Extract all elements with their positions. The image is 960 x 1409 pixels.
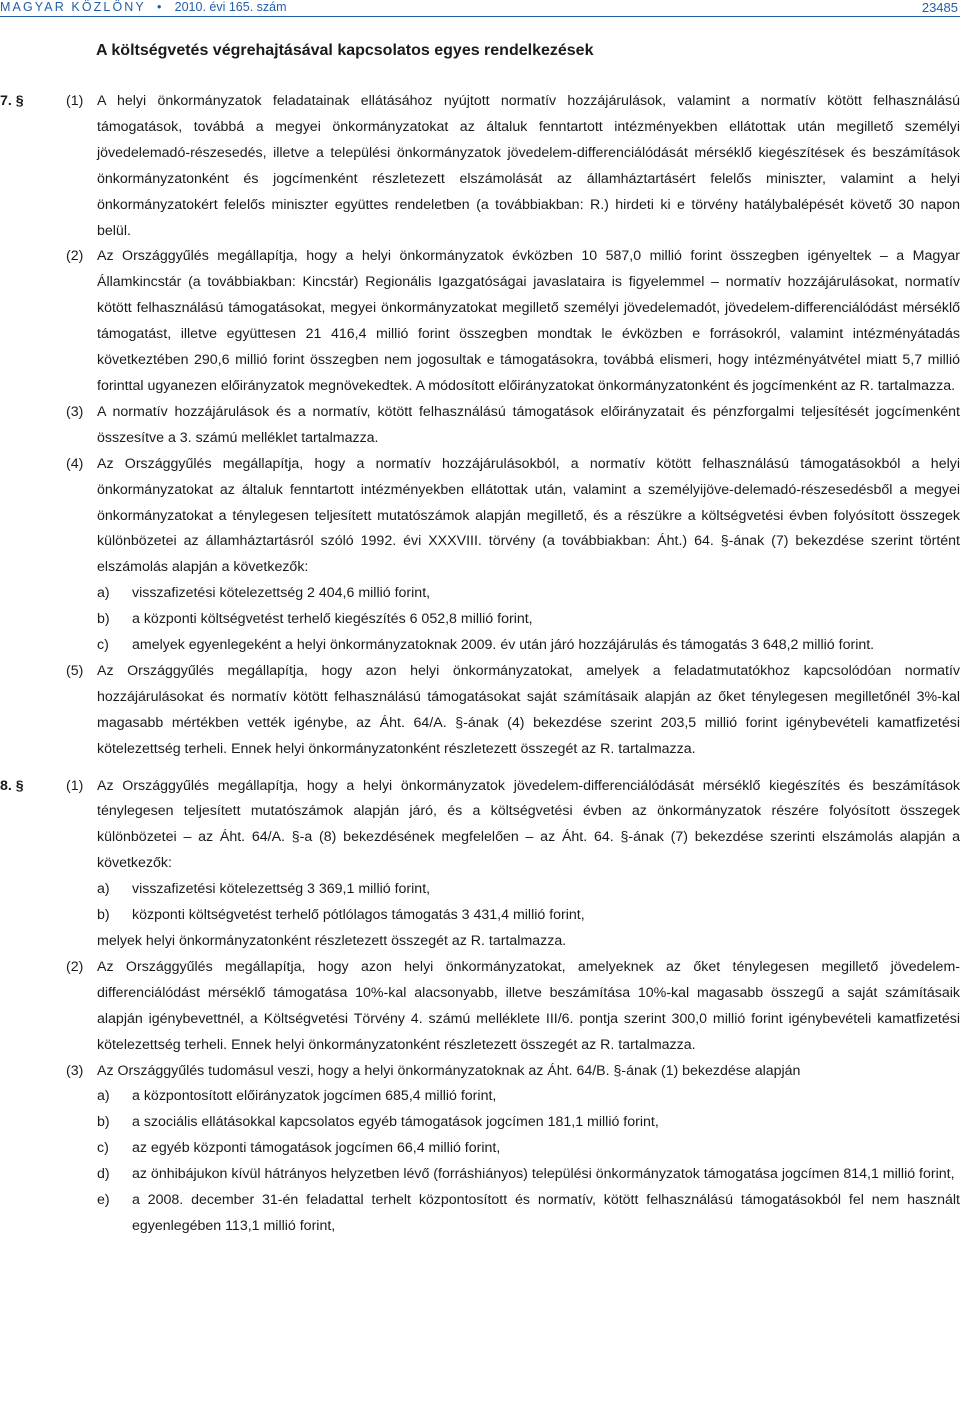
section-number: 7. § <box>0 93 24 109</box>
list-item <box>97 1110 960 1136</box>
paragraph-number: (3) <box>66 403 84 420</box>
paragraph-text: Az Országgyűlés megállapítja, hogy a normatív hozzájárulásokból, a normatív kötött felhasználású támogatásokból a helyi önkormányzatokat az általuk fenntartott intézményekben ellátottak után, valamint a személyijöve-delemadó-részesedésből a megyei önkormányzatokat a ténylegesen teljesített mutatószámok alapján megillető, és a részükre a költségvetési évben folyósított összegek különbözetei az államháztartásról szóló 1992. évi XXXVIII. törvény (a továbbiakban: Áht.) 64. §-ának (7) bekezdése szerint történt elszámolás alapján a következők: <box>97 455 960 576</box>
list-item-label: a) <box>97 881 110 898</box>
list-item-label: c) <box>97 637 109 654</box>
paragraph-text: Az Országgyűlés megállapítja, hogy a helyi önkormányzatok jövedelem-differenciálódását mérséklő kiegészítés és beszámítások ténylegesen teljesített mutatószámok alapján járó, és a költségvetési évben az önkormányzatok részére folyósított összegek különbözetei – az Áht. 64/A. §-a (8) bekezdésének megfelelően – az Áht. 64. §-ának (7) bekezdése szerinti elszámolás alapján a következők: <box>97 777 960 872</box>
paragraph <box>0 774 960 955</box>
paragraph-text: Az Országgyűlés megállapítja, hogy azon helyi önkormányzatokat, amelyek a feladatmutatókhoz kapcsolódóan normatív hozzájárulásokat és normatív kötött felhasználású támogatásokat saját számításaik alapján az őket ténylegesen megilletőnél 3%-kal magasabb mértékben vették igénybe, az Áht. 64/A. §-ának (4) bekezdése szerint 203,5 millió forint igénybevételi kamatfizetési kötelezettség terheli. Ennek helyi önkormányzatonként részletezett összegét az R. tartalmazza. <box>97 662 960 757</box>
paragraph-number: (3) <box>66 1062 84 1079</box>
list-item-text: visszafizetési kötelezettség 3 369,1 millió forint, <box>132 881 431 898</box>
paragraph <box>0 452 960 659</box>
publication-name: MAGYAR KÖZLÖNY <box>0 0 146 14</box>
list-item-label: a) <box>97 1088 110 1105</box>
section <box>0 89 960 763</box>
paragraph-text: A normatív hozzájárulások és a normatív, kötött felhasználású támogatások előirányzatait és pénzforgalmi teljesítését jogcímenként összesítve a 3. számú melléklet tartalmazza. <box>97 403 960 446</box>
paragraph-number: (2) <box>66 958 84 975</box>
section-number: 8. § <box>0 777 24 794</box>
list-item <box>97 1084 960 1110</box>
paragraph-number: (4) <box>66 455 84 472</box>
section-title: A költségvetés végrehajtásával kapcsolatos egyes rendelkezések <box>96 42 594 59</box>
paragraph-text: Az Országgyűlés megállapítja, hogy azon helyi önkormányzatokat, amelyeknek az őket ténylegesen megillető jövedelem-differenciálódást mérséklő támogatása 10%-kal alacsonyabb, illetve beszámítása 10%-kal magasabb összegű a saját számításaik alapján igénybevettnél, a Költségvetési Törvény 4. számú melléklete III/6. pontja szerint 300,0 millió forint igénybevételi kamatfizetési kötelezettség terheli. Ennek helyi önkormányzatonként részletezett összegét az R. tartalmazza. <box>97 958 960 1053</box>
list-item <box>97 607 960 633</box>
list-item-text: amelyek egyenlegeként a helyi önkormányzatoknak 2009. év után járó hozzájárulás és támogatás 3 648,2 millió forint. <box>132 637 875 654</box>
page-header <box>0 0 960 22</box>
paragraph <box>0 1059 960 1240</box>
list-item <box>97 1136 960 1162</box>
list-item <box>97 903 960 929</box>
document-body <box>0 89 960 1240</box>
paragraph-text: Az Országgyűlés megállapítja, hogy a helyi önkormányzatok évközben 10 587,0 millió forint összegben igényeltek – a Magyar Államkincstár (a továbbiakban: Kincstár) Regionális Igazgatóságai javaslataira is figyelemmel – normatív hozzájárulásokat, normatív kötött felhasználású támogatásokat, megyei önkormányzatokat megillető személyi jövedelemadót, jövedelem-differenciálódást mérséklő támogatást, illetve együttesen 21 416,4 millió forint összegben mondtak le évközben e forrásokról, valamint intézményátadás következtében 290,6 millió forint összegben nem jogosultak e támogatásokra, továbbá elismeri, hogy intézményátvétel miatt 5,7 millió forinttal ugyanezen előirányzatok megnövekedtek. A módosított előirányzatokat önkormányzatonként és jogcímenként az R. tartalmazza. <box>97 248 960 394</box>
paragraph-number: (1) <box>66 777 84 794</box>
paragraph-number: (5) <box>66 662 84 679</box>
list-item <box>97 581 960 607</box>
list-item-text: központi költségvetést terhelő pótlólagos támogatás 3 431,4 millió forint, <box>132 907 585 924</box>
paragraph-number: (2) <box>66 248 84 265</box>
paragraph-closing-text: melyek helyi önkormányzatonként részletezett összegét az R. tartalmazza. <box>97 933 567 949</box>
header-rule <box>0 16 960 17</box>
paragraph-number: (1) <box>66 93 84 109</box>
running-header: MAGYAR KÖZLÖNY • 2010. évi 165. szám <box>0 0 287 14</box>
issue-info: 2010. évi 165. szám <box>174 0 287 14</box>
list-item-text: a 2008. december 31-én feladattal terhelt központosított és normatív, kötött felhasználású támogatásokból fel nem használt egyenlegében 113,1 millió forint, <box>132 1192 960 1234</box>
paragraph <box>0 955 960 1059</box>
list-item-label: d) <box>97 1166 110 1183</box>
list-item-label: b) <box>97 611 110 628</box>
list-item-label: b) <box>97 907 110 924</box>
list-item-label: a) <box>97 585 110 602</box>
paragraph-text: A helyi önkormányzatok feladatainak ellátásához nyújtott normatív hozzájárulások, valamint a normatív kötött felhasználású támogatások, továbbá a megyei önkormányzatokat az általuk fenntartott intézményekben ellátottak után megillető személyi jövedelemadó-részesedés, illetve a települési önkormányzatok jövedelem-differenciálódását mérséklő kiegészítések és beszámítások önkormányzatonként és jogcímenként részletezett elszámolását az államháztartásért felelős miniszter, valamint a helyi önkormányzatokért felelős miniszter együttes rendeletben (a továbbiakban: R.) hirdeti ki e törvény hatálybalépését követő 30 napon belül. <box>97 93 960 239</box>
paragraph-text: Az Országgyűlés tudomásul veszi, hogy a helyi önkormányzatoknak az Áht. 64/B. §-ának (1) bekezdése alapján <box>97 1062 801 1079</box>
paragraph <box>0 659 960 763</box>
list-item-text: az egyéb központi támogatások jogcímen 66,4 millió forint, <box>132 1140 501 1157</box>
list-item-text: a központosított előirányzatok jogcímen 685,4 millió forint, <box>132 1088 497 1105</box>
list-item <box>97 877 960 903</box>
list-item-text: a központi költségvetést terhelő kiegészítés 6 052,8 millió forint, <box>132 611 533 628</box>
paragraph <box>0 400 960 452</box>
list-item-text: az önhibájukon kívül hátrányos helyzetben lévő (forráshiányos) települési önkormányzatok támogatása jogcímen 814,1 millió forint, <box>132 1166 955 1183</box>
list-item-label: c) <box>97 1140 109 1157</box>
list-item <box>97 1162 960 1188</box>
list-item-text: visszafizetési kötelezettség 2 404,6 millió forint, <box>132 585 431 602</box>
paragraph <box>0 244 960 399</box>
list-item-text: a szociális ellátásokkal kapcsolatos egyéb támogatások jogcímen 181,1 millió forint, <box>132 1114 659 1131</box>
list-item <box>97 1188 960 1240</box>
page-number: 23485 <box>921 0 958 15</box>
list-item-label: b) <box>97 1114 110 1131</box>
section <box>0 774 960 1240</box>
list-item <box>97 633 960 659</box>
paragraph <box>0 89 960 244</box>
list-item-label: e) <box>97 1192 110 1209</box>
